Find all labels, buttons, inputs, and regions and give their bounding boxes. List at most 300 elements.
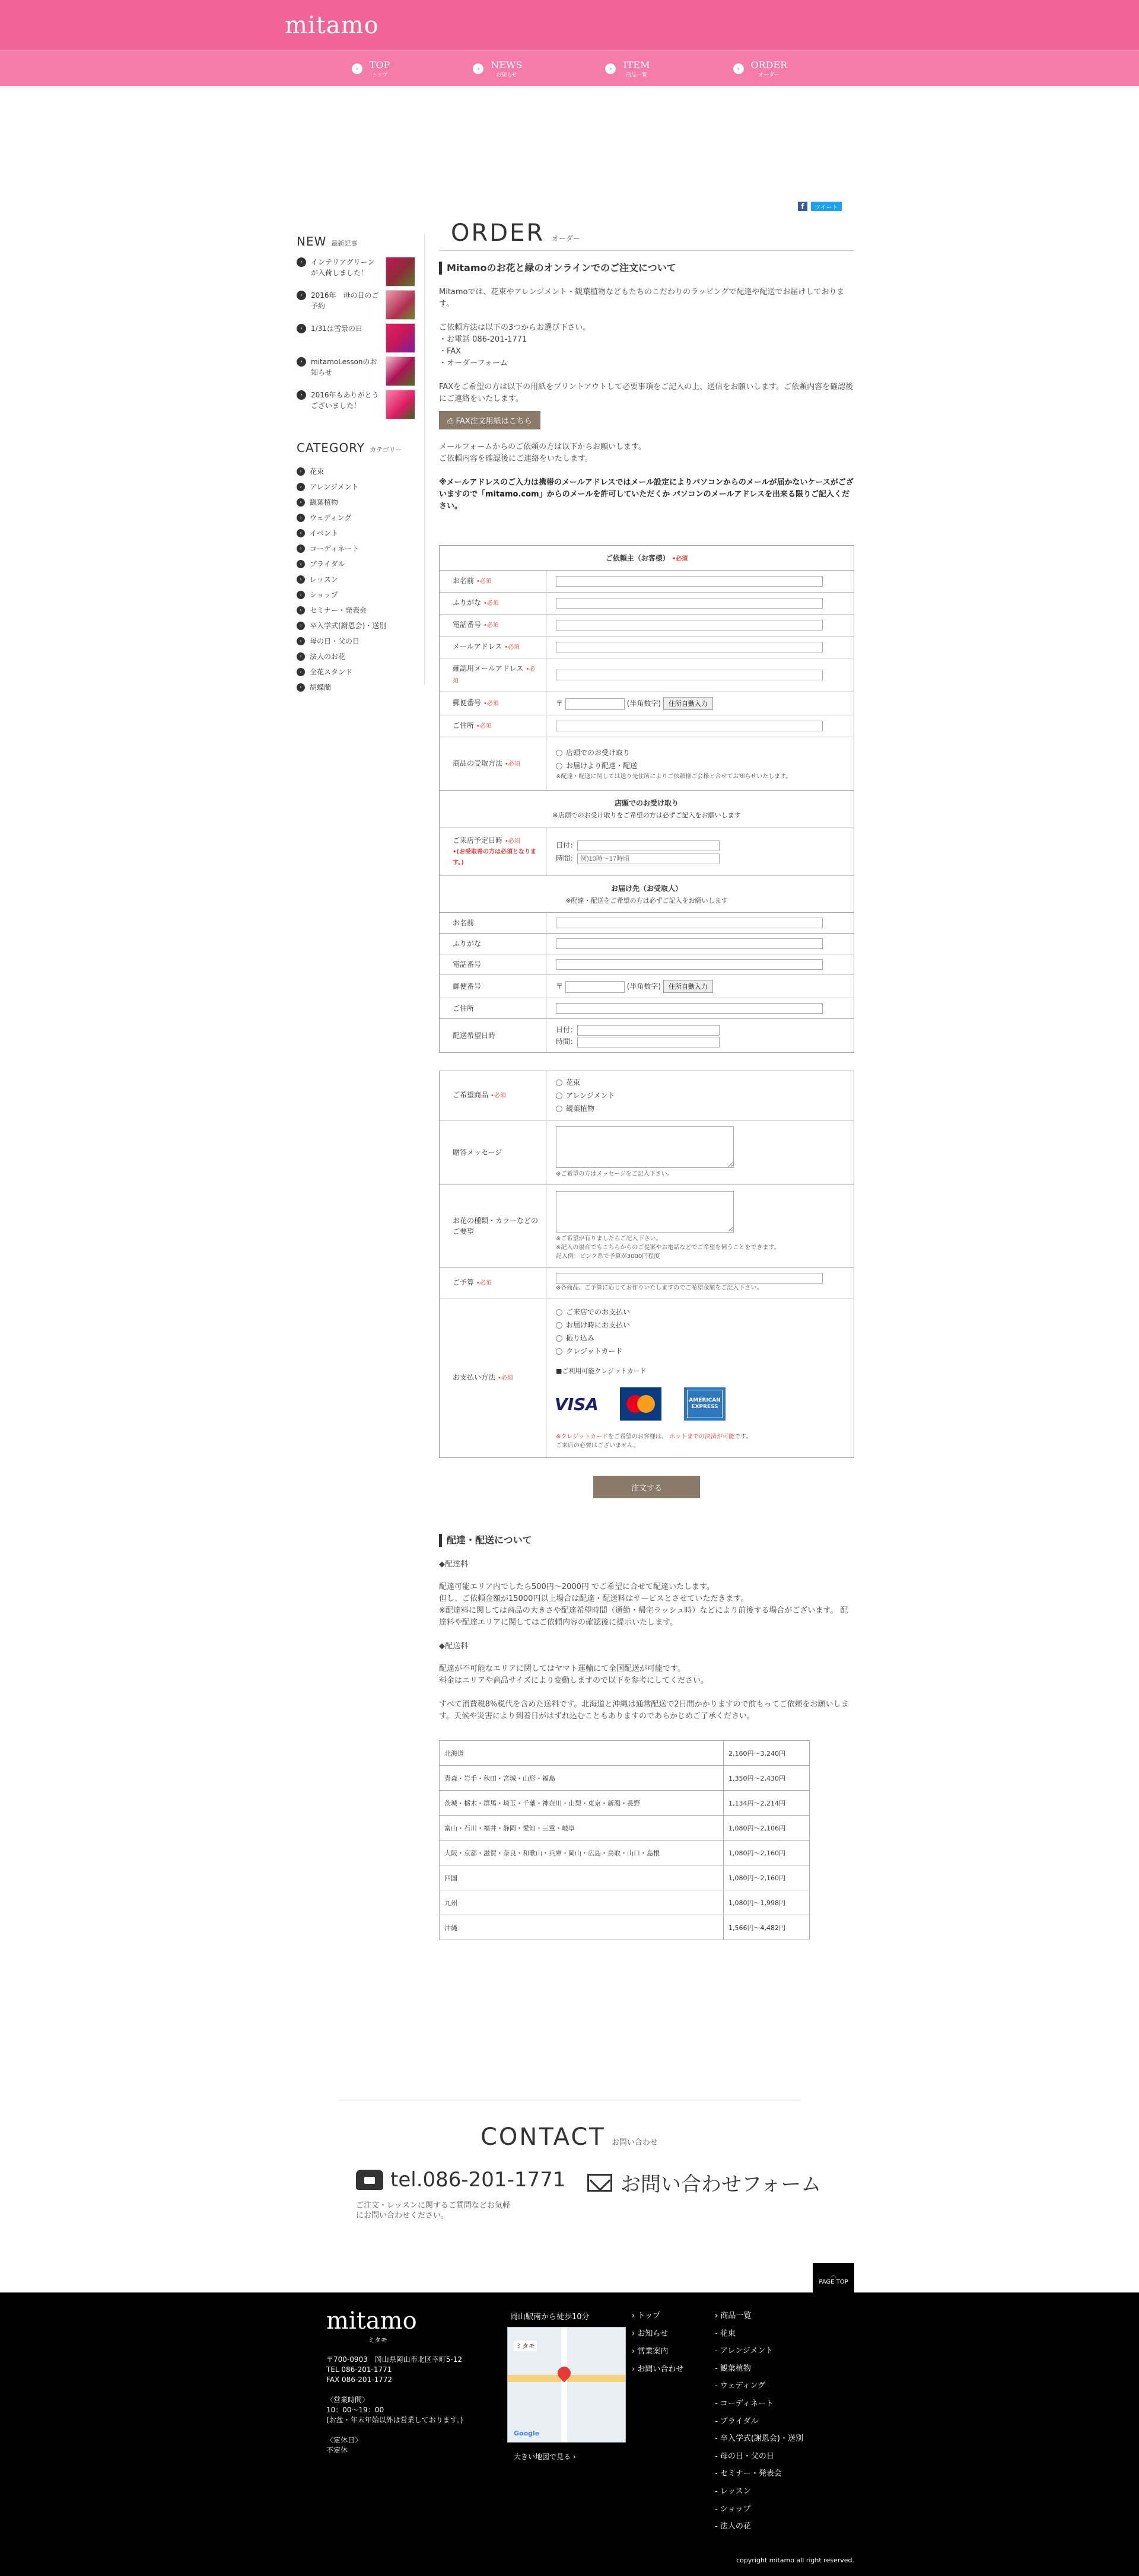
tweet-label: ツイート (815, 204, 838, 211)
client-head-label: ご依頼主（お客様） (605, 554, 670, 562)
footer-category-link[interactable]: - セミナー・発表会 (715, 2469, 782, 2479)
category-item[interactable] (297, 679, 415, 695)
receive-label: 商品の受取方法 (453, 759, 503, 768)
sidebar-divider (424, 234, 425, 685)
chevron-up-icon: ︿ (831, 2272, 836, 2279)
price-cell: 1,350円～2,430円 (724, 1766, 810, 1791)
nav-news[interactable] (473, 59, 522, 78)
zip-mark: 〒 (556, 982, 564, 991)
news-thumbnail (386, 257, 415, 286)
area-cell: 九州 (440, 1890, 724, 1915)
dest-address-label: ご住所 (440, 998, 546, 1019)
zip-note: (半角数字) (626, 982, 661, 991)
nav-label-jp: お知らせ (496, 72, 517, 78)
contact-title (481, 2123, 658, 2151)
footer-address (326, 2355, 463, 2456)
arrow-right-icon: › (297, 622, 305, 630)
footer-link[interactable]: › お知らせ (632, 2325, 683, 2343)
date-label: 日付： (556, 1026, 578, 1034)
address-label: ご住所 (453, 721, 475, 730)
fax-form-label: FAX注文用紙はこちら (456, 417, 532, 426)
page-title-jp: オーダー (552, 234, 581, 243)
fax-form-button[interactable] (439, 411, 540, 429)
category-item[interactable] (297, 633, 415, 648)
card-note-2: ご来店の必要はございません。 (556, 1443, 640, 1449)
date-label: 日付： (556, 840, 578, 849)
address-line (326, 2385, 463, 2395)
contact-title-jp: お問い合わせ (611, 2138, 658, 2147)
arrow-right-icon: › (297, 683, 305, 692)
footer-link[interactable]: › トップ (632, 2307, 683, 2325)
footer-access: 岡山駅南から徒歩10分 (510, 2313, 590, 2322)
pay-option-transfer[interactable]: 振り込み (556, 1332, 844, 1345)
page-top-button[interactable] (813, 2263, 854, 2292)
address-line: (お盆・年末年始以外は営業しております。) (326, 2416, 463, 2424)
map-label: ミタモ (514, 2341, 537, 2351)
news-item[interactable] (297, 323, 415, 356)
dest-kana-label: ふりがな (440, 934, 546, 954)
mail-icon (587, 2174, 612, 2192)
radio[interactable] (556, 1322, 562, 1329)
name-label: お名前 (453, 577, 475, 585)
news-thumbnail (386, 356, 415, 386)
delivery-fee-text: 配達可能エリア内でしたら500円～2000円 でご希望に合せて配達いたします。 但し、ご依頼金額が15000円以上場合は配達・配送料はサービスとさせていただきます。 ※配達料に関しては商品の大きさや配達希望時間（通勤・帰宅ラッシュ時）などにより前後する場合がございます。 配達料や配達エリアに関してはご依頼内容の確認後に提示いたします。 (439, 1582, 848, 1627)
flower-note-3: 記入例：ピンク系で予算が3000円程度 (556, 1253, 660, 1260)
category-heading (297, 441, 415, 455)
category-label: 胡蝶蘭 (310, 683, 332, 692)
page-title-en: ORDER (451, 219, 545, 247)
required-mark: • 必須 (476, 723, 492, 730)
arrow-right-icon: › (297, 291, 306, 300)
mastercard-icon (620, 1387, 661, 1421)
required-mark: • 必須 (505, 761, 520, 768)
news-title: 1/31は雪景の日 (311, 324, 362, 333)
message-note: ※ご希望の方はメッセージをご記入下さい。 (556, 1171, 673, 1177)
dest-zip-label: 郵便番号 (440, 975, 546, 998)
dest-zip-input[interactable] (565, 981, 625, 993)
radio[interactable] (556, 763, 562, 769)
product-option-arrangement[interactable]: アレンジメント (556, 1089, 844, 1102)
area-cell: 富山・石川・福井・静岡・愛知・三重・岐阜 (440, 1816, 724, 1841)
content (0, 86, 1139, 2292)
footer-category-link[interactable]: - ウェディング (715, 2381, 766, 2391)
message-label: 贈答メッセージ (440, 1120, 546, 1185)
price-cell: 1,134円～2,214円 (724, 1791, 810, 1816)
arrow-right-icon: › (297, 560, 305, 568)
time-label: 時間： (556, 1037, 578, 1046)
contact-tel-number: tel.086-201-1771 (390, 2168, 566, 2192)
price-cell: 1,566円～4,482円 (724, 1915, 810, 1940)
category-label: ブライダル (310, 559, 345, 568)
category-label: セミナー・発表会 (310, 606, 367, 614)
arrow-right-icon: › (297, 257, 306, 267)
area-cell: 北海道 (440, 1741, 724, 1766)
printer-icon: ⎙ (447, 417, 454, 426)
address-line: FAX 086-201-1772 (326, 2376, 393, 2384)
nav-label-en: TOP (369, 59, 390, 71)
shipping-fee-heading: ◆配送料 (439, 1642, 468, 1651)
category-item[interactable] (297, 602, 415, 617)
card-label: ■ご利用可能クレジットカード (556, 1367, 647, 1375)
area-cell: 青森・岩手・秋田・宮城・山形・福島 (440, 1766, 724, 1791)
arrow-right-icon: › (297, 467, 305, 476)
category-heading-en: CATEGORY (297, 441, 365, 455)
radio[interactable] (556, 1106, 562, 1112)
category-item[interactable] (297, 617, 415, 633)
phone-icon (356, 2170, 383, 2190)
required-mark: • 必須 (483, 622, 499, 629)
zip-autofill-button[interactable]: 住所自動入力 (663, 697, 713, 710)
arrow-right-icon: › (473, 63, 483, 74)
pay-option-card[interactable]: クレジットカード (556, 1345, 844, 1358)
required-mark: • 必須 (476, 578, 492, 585)
tel-input[interactable] (556, 620, 823, 631)
news-thumbnail (386, 390, 415, 419)
table-row (440, 1816, 810, 1841)
area-cell: 大阪・京都・滋賀・奈良・和歌山・兵庫・岡山・広島・鳥取・山口・島根 (440, 1841, 724, 1865)
category-item[interactable] (297, 540, 415, 556)
news-item[interactable] (297, 390, 415, 423)
google-logo: Google (514, 2429, 540, 2437)
submit-button[interactable]: 注文する (593, 1476, 700, 1498)
address-line: 不定休 (326, 2446, 348, 2454)
table-row (440, 1791, 810, 1816)
dest-tel-label: 電話番号 (440, 954, 546, 975)
required-mark: • 必須 (483, 700, 499, 707)
radio[interactable] (556, 1348, 562, 1355)
dest-address-input[interactable] (556, 1003, 823, 1014)
store-sub: ※店頭でのお受け取りをご希望の方は必ずご記入をお願いします (552, 811, 741, 819)
footer-category-link[interactable]: - レッスン (715, 2486, 751, 2496)
category-item[interactable] (297, 463, 415, 479)
footer-link[interactable]: › お問い合わせ (632, 2361, 683, 2378)
dest-sub: ※配達・配送をご希望の方は必ずご記入をお願いします (565, 897, 728, 905)
category-label: 花束 (310, 467, 324, 476)
zip-mark: 〒 (556, 699, 564, 708)
footer-category-link[interactable]: - 卒入学式(謝恩会)・送別 (715, 2434, 803, 2444)
flower-textarea[interactable] (556, 1191, 734, 1233)
area-cell: 四国 (440, 1865, 724, 1890)
order-method-tel: ・お電話 086-201-1771 (439, 335, 527, 344)
required-mark: • 必須 (672, 556, 688, 562)
global-nav (0, 50, 1139, 86)
message-textarea[interactable] (556, 1126, 734, 1168)
address-line (326, 2425, 463, 2435)
footer-link[interactable]: › 営業案内 (632, 2343, 683, 2361)
fax-text: FAXをご希望の方は以下の用紙をプリントアウトして必要事項をご記入の上、送信をお願いします。ご依頼内容を確認後にご連絡をいたします。 (439, 383, 854, 403)
visit-time-input[interactable] (577, 854, 720, 864)
receive-note: ※配達・配送に関しては送り先住所によりご依頼様ご会様と合せてお知らせいたします。 (556, 773, 792, 780)
flower-label: お花の種類・カラーなどのご要望 (440, 1185, 546, 1268)
dest-name-label: お名前 (440, 913, 546, 934)
category-item[interactable] (297, 648, 415, 664)
zip-label: 郵便番号 (453, 699, 482, 707)
arrow-right-icon: › (297, 357, 306, 367)
copyright: copyright mitamo all right reserved. (736, 2556, 854, 2564)
news-heading-jp: 最新記事 (331, 240, 358, 247)
footer-logo[interactable]: mitamo (326, 2307, 417, 2335)
category-item[interactable] (297, 479, 415, 494)
mail-text (439, 441, 854, 465)
page-title (439, 219, 854, 251)
price-cell: 2,160円～3,240円 (724, 1741, 810, 1766)
nav-label-en: ORDER (750, 59, 788, 71)
delivery-time-input[interactable] (577, 1037, 720, 1047)
arrow-right-icon: › (297, 483, 305, 491)
shipping-table (439, 1740, 810, 1940)
arrow-right-icon: › (297, 606, 305, 614)
order-method-form: ・オーダーフォーム (439, 359, 508, 368)
tweet-button[interactable] (811, 202, 842, 211)
nav-label-jp: トップ (371, 72, 388, 78)
category-item[interactable] (297, 556, 415, 571)
pay-option-delivery[interactable]: お届け時にお支払い (556, 1319, 844, 1332)
radio[interactable] (556, 750, 562, 756)
mail-input[interactable] (556, 642, 823, 652)
required-mark: • 必須 (476, 1280, 492, 1287)
visit-date-label: ご来店予定日時 (453, 836, 503, 845)
category-item[interactable] (297, 664, 415, 679)
contact-note: ご注文・レッスンに関するご質問などお気軽 にお問い合わせください。 (356, 2201, 510, 2220)
arrow-right-icon: › (297, 529, 305, 537)
category-label: コーディネート (310, 544, 359, 553)
required-mark: • 必須 (491, 1093, 506, 1099)
footer-category-link[interactable]: - コーディネート (715, 2399, 774, 2408)
news-heading (297, 234, 415, 249)
nav-top[interactable] (352, 59, 390, 78)
arrow-right-icon: › (297, 545, 305, 553)
shipping-fee-text: 配達が不可能なエリアに関してはヤマト運輸にて全国配送が可能です。 料金はエリアや商品サイズにより変動しますので以下を参考にしてください。 (439, 1664, 708, 1685)
mail-text-2: ご依頼内容を確認後にご連絡をいたします。 (439, 454, 593, 463)
news-title: mitamoLessonのお知らせ (311, 358, 377, 377)
price-cell: 1,080円～2,160円 (724, 1865, 810, 1890)
card-logos (556, 1387, 844, 1421)
dest-head: お届け先（お受取人） ※配達・配送をご希望の方は必ずご記入をお願いします (440, 876, 854, 913)
category-label: 法人のお花 (310, 652, 346, 661)
required-mark: • 必須 (498, 1375, 513, 1381)
zip-input[interactable] (565, 698, 625, 710)
mail-label: メールアドレス (453, 642, 502, 651)
product-option-plant[interactable]: 観葉植物 (556, 1102, 844, 1115)
news-item[interactable] (297, 257, 415, 290)
address-line: TEL 086-201-1771 (326, 2365, 392, 2374)
nav-label-en: ITEM (623, 59, 650, 71)
table-row (440, 1890, 810, 1915)
delivery-date-label: 配送希望日時 (440, 1019, 546, 1053)
order-form-product (439, 1071, 854, 1458)
order-form-client (439, 545, 854, 1053)
dest-zip-autofill-button[interactable]: 住所自動入力 (663, 980, 713, 993)
news-item[interactable] (297, 290, 415, 323)
flower-note-2: ※記入の場合でもこちらからのご提案やお電話などでご希望を伺うことをできます。 (556, 1244, 780, 1251)
category-label: ウェディング (310, 513, 352, 522)
address-line: 〈営業時間〉 (326, 2396, 370, 2404)
category-label: 母の日・父の日 (310, 636, 360, 645)
dest-tel-input[interactable] (556, 959, 823, 970)
delivery-title: 配達・配送について (439, 1534, 854, 1547)
receive-option-store[interactable]: 店頭でのお受け取り (556, 746, 844, 759)
intro-text: Mitamoでは、花束やアレンジメント・観葉植物などもたちのこだわりのラッピングで配達や配送でお届けしております。 (439, 288, 845, 308)
address-input[interactable] (556, 721, 823, 731)
nav-order[interactable] (733, 59, 788, 78)
name-input[interactable] (556, 576, 823, 587)
arrow-right-icon: › (605, 63, 616, 74)
category-label: イベント (310, 528, 339, 537)
radio[interactable] (556, 1309, 562, 1316)
category-label: 卒入学式(謝恩会)・送別 (310, 621, 387, 630)
page-top-label: PAGE TOP (819, 2279, 848, 2285)
table-row (440, 1741, 810, 1766)
kana-label: ふりがな (453, 598, 482, 607)
arrow-right-icon: › (297, 652, 305, 661)
shipping-tax-note: すべて消費税8%税代を含めた送料です。北海道と沖縄は通常配送で2日間かかりますので前もってご依頼をお願いします。天候や災害により到着日がはずれ込むこともありますのであらかじめご了承ください。 (439, 1700, 849, 1721)
pay-option-store[interactable]: ご来店でのお支払い (556, 1305, 844, 1319)
delivery-fee-heading: ◆配達料 (439, 1560, 468, 1569)
budget-input[interactable] (556, 1273, 823, 1284)
tel-label: 電話番号 (453, 620, 482, 629)
news-title: 2016年 母の日のご予約 (311, 291, 379, 310)
news-title: 2016年もありがとうございました！ (311, 391, 379, 410)
client-head (440, 546, 854, 571)
radio[interactable] (556, 1093, 562, 1099)
arrow-right-icon: › (297, 498, 305, 507)
contact-tel[interactable] (356, 2168, 565, 2192)
visit-note: • (お受取希の方は必須となります。) (453, 847, 539, 868)
contact-form-link[interactable] (587, 2168, 821, 2197)
table-row (440, 1865, 810, 1890)
sidebar (297, 234, 415, 695)
category-item[interactable] (297, 587, 415, 602)
arrow-right-icon: › (297, 637, 305, 645)
card-note: ※クレジットカードをご希望のお客様は、 ホットまでの決済が可能です。 (556, 1434, 752, 1440)
category-item[interactable] (297, 494, 415, 510)
delivery-date-input[interactable] (577, 1025, 720, 1036)
footer-category-link[interactable]: - ブライダル (715, 2416, 759, 2426)
dest-kana-input[interactable] (556, 938, 823, 949)
section-title: Mitamoのお花と緑のオンラインでのご注文について (439, 262, 854, 275)
contact-form-label: お問い合わせフォーム (621, 2173, 822, 2196)
category-label: ショップ (310, 590, 338, 599)
radio[interactable] (556, 1080, 562, 1086)
arrow-right-icon: › (733, 63, 744, 74)
footer-category-nav (715, 2307, 803, 2536)
news-heading-en: NEW (297, 234, 327, 249)
footer (0, 2292, 1139, 2576)
address-line: 10：00～19：00 (326, 2406, 384, 2414)
payment-label: お支払い方法 (453, 1373, 496, 1381)
required-mark: • 必須 (483, 600, 499, 607)
arrow-right-icon: › (297, 591, 305, 599)
required-mark: • 必須 (505, 838, 520, 845)
nav-label-jp: オーダー (758, 72, 780, 78)
main-content (439, 219, 854, 1940)
arrow-right-icon: › (297, 575, 305, 584)
category-label: 全花スタンド (310, 667, 353, 676)
mail-text-1: メールフォームからのご依頼の方は以下からお願いします。 (439, 442, 647, 451)
store-head: 店頭でのお受け取り ※店頭でのお受け取りをご希望の方は必ずご記入をお願いします (440, 791, 854, 827)
nav-item[interactable] (605, 59, 650, 78)
nav-label-en: NEWS (491, 59, 523, 71)
category-item[interactable] (297, 525, 415, 540)
address-line: 〈定休日〉 (326, 2436, 362, 2444)
area-cell: 茨城・栃木・群馬・埼玉・千葉・神奈川・山梨・東京・新潟・長野 (440, 1791, 724, 1816)
footer-category-link[interactable]: - ショップ (715, 2504, 751, 2514)
social-buttons (798, 202, 842, 211)
category-label: レッスン (310, 575, 338, 584)
news-title: インテリアグリーンが入荷しました！ (311, 258, 375, 277)
site-logo[interactable]: mitamo (285, 12, 379, 39)
price-cell: 1,080円～2,160円 (724, 1841, 810, 1865)
footer-category-link[interactable]: - 法人の花 (715, 2522, 751, 2532)
contact-title-en: CONTACT (481, 2123, 606, 2151)
flower-note-1: ※ご希望が有りましたらご記入下さい。 (556, 1236, 662, 1242)
time-label: 時間： (556, 854, 578, 862)
table-row (440, 1841, 810, 1865)
amex-icon: AMERICAN EXPRESS (684, 1387, 726, 1421)
area-cell: 沖縄 (440, 1915, 724, 1940)
facebook-icon[interactable]: f (798, 202, 807, 211)
zip-note: (半角数字) (626, 699, 661, 708)
price-cell: 1,080円～2,106円 (724, 1816, 810, 1841)
big-map-link[interactable]: 大きい地図で見る › (514, 2453, 576, 2461)
news-item[interactable] (297, 356, 415, 390)
news-thumbnail (386, 290, 415, 320)
category-label: 観葉植物 (310, 498, 339, 507)
order-methods-lead: ご依頼方法は以下の3つからお選び下さい。 (439, 323, 591, 332)
category-item[interactable] (297, 510, 415, 525)
footer-category-link[interactable]: - 母の日・父の日 (715, 2451, 774, 2461)
footer-category-link[interactable]: - アレンジメント (715, 2346, 774, 2356)
budget-label: ご予算 (453, 1278, 475, 1287)
required-mark: • 必須 (453, 666, 535, 684)
mail-confirm-label: 確認用メールアドレス (453, 664, 524, 673)
footer-nav (632, 2307, 683, 2378)
dest-name-input[interactable] (556, 918, 823, 928)
product-label: ご希望商品 (453, 1091, 489, 1099)
footer-category-link[interactable]: › 商品一覧 (715, 2311, 752, 2320)
arrow-right-icon: › (352, 63, 362, 74)
order-methods (439, 322, 854, 370)
footer-category-link[interactable]: - 花束 (715, 2329, 736, 2338)
arrow-right-icon: › (297, 390, 306, 400)
visit-date-input[interactable] (577, 840, 720, 851)
required-mark: • 必須 (504, 644, 520, 651)
receive-option-delivery[interactable]: お届けより配達・配送 (556, 759, 844, 772)
mail-notice: ※メールアドレスのご入力は携帯のメールアドレスではメール設定によりパソコンからのメールが届かないケースがございますので「mitamo.com」からのメールを許可していただくか パソコンのメールアドレスを出来る限りご記入ください。 (439, 478, 854, 511)
visa-icon: VISA (555, 1394, 599, 1414)
address-line: 〒700-0903 岡山県岡山市北区幸町5-12 (326, 2355, 463, 2364)
news-thumbnail (386, 323, 415, 353)
arrow-right-icon: › (297, 514, 305, 522)
kana-input[interactable] (556, 598, 823, 609)
mail-confirm-input[interactable] (556, 670, 823, 680)
arrow-right-icon: › (297, 668, 305, 676)
product-option-bouquet[interactable]: 花束 (556, 1076, 844, 1089)
table-row (440, 1915, 810, 1940)
category-item[interactable] (297, 571, 415, 587)
footer-category-link[interactable]: - 観葉植物 (715, 2364, 751, 2373)
order-method-fax: ・FAX (439, 347, 462, 356)
header (0, 0, 1139, 50)
category-label: アレンジメント (310, 482, 359, 491)
price-cell: 1,080円～1,998円 (724, 1890, 810, 1915)
nav-label-jp: 商品一覧 (625, 72, 647, 78)
footer-map[interactable] (507, 2327, 626, 2443)
footer-logo-sub: ミタモ (368, 2336, 387, 2344)
radio[interactable] (556, 1335, 562, 1342)
arrow-right-icon: › (297, 324, 306, 333)
category-list (297, 463, 415, 695)
